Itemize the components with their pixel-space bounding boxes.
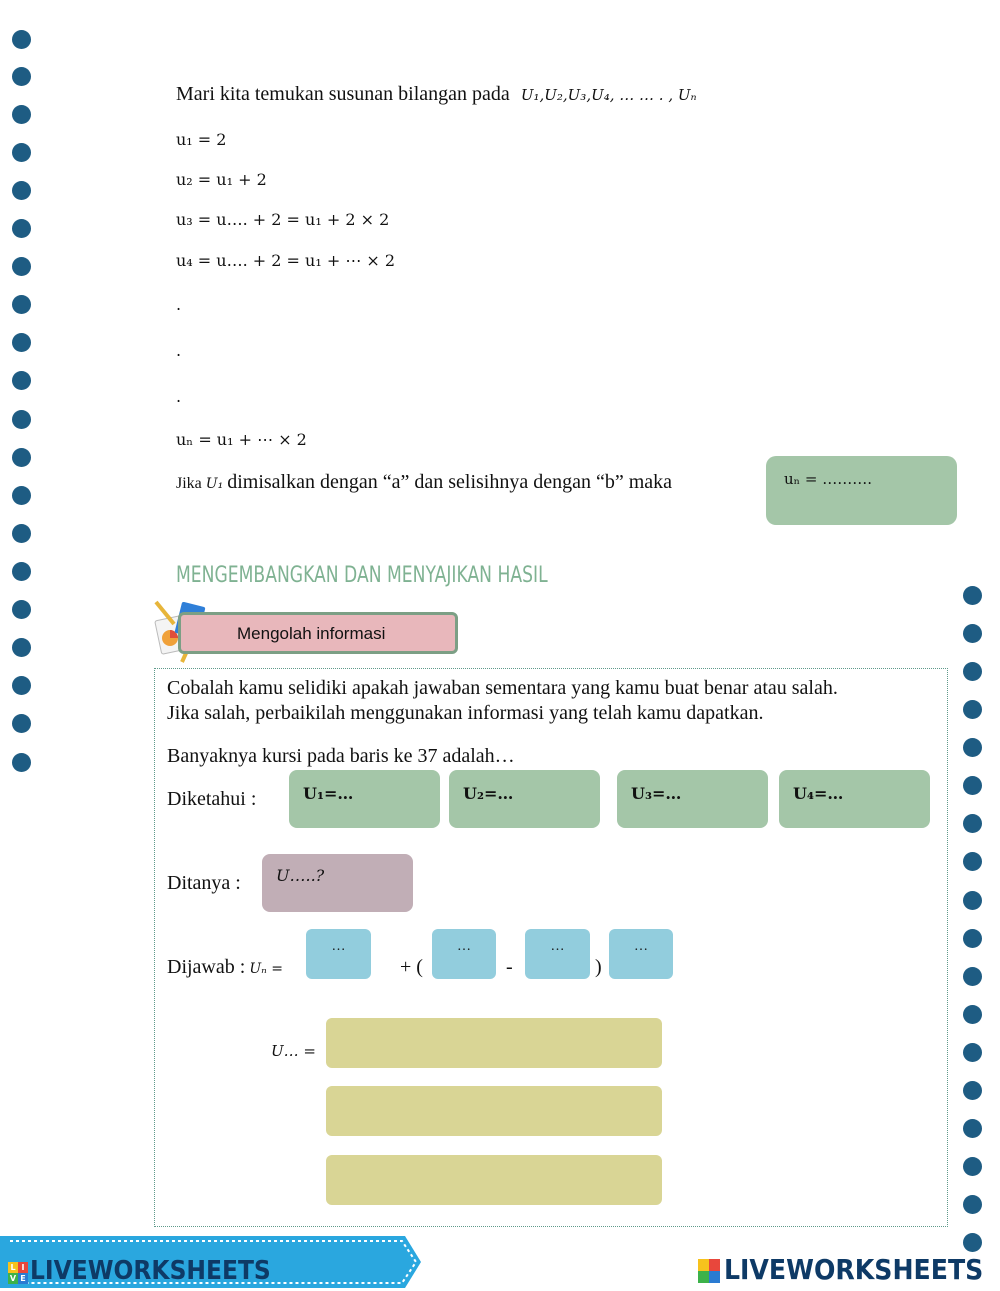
- given-u2-text: U₂=…: [463, 784, 514, 803]
- binding-dot: [12, 448, 31, 467]
- derivation-dot-3: .: [176, 387, 182, 406]
- intro-line: [176, 83, 697, 106]
- footer-logo-left[interactable]: LIVEWORKSHEETS: [30, 1256, 271, 1286]
- close-paren: ): [595, 956, 602, 978]
- binding-dot: [12, 714, 31, 733]
- result-box-1[interactable]: [326, 1018, 662, 1068]
- blank-box-1-text: …: [331, 939, 346, 954]
- binding-dot: [12, 143, 31, 162]
- binding-dot: [963, 929, 982, 948]
- badge-letter-i: I: [18, 1262, 28, 1273]
- conclusion-text: dimisalkan dengan “a” dan selisihnya dengan “b” maka: [227, 471, 673, 493]
- question-text: Banyaknya kursi pada baris ke 37 adalah…: [167, 745, 515, 767]
- binding-dot: [12, 333, 31, 352]
- binding-dot: [12, 67, 31, 86]
- derivation-dot-1: .: [176, 295, 182, 314]
- subheading-bar: [178, 612, 458, 654]
- intro-text: Mari kita temukan susunan bilangan pada: [176, 83, 510, 105]
- blank-box-3-text: …: [550, 939, 565, 954]
- binding-dot: [12, 219, 31, 238]
- binding-dot: [963, 967, 982, 986]
- binding-dot: [12, 753, 31, 772]
- minus-sign: -: [506, 956, 513, 978]
- given-u2-box[interactable]: [449, 770, 600, 828]
- binding-dot: [12, 600, 31, 619]
- blank-box-3[interactable]: [525, 929, 590, 979]
- dijawab-formula: Uₙ =: [249, 961, 283, 977]
- given-u3-box[interactable]: [617, 770, 768, 828]
- conclusion-line: [176, 471, 672, 494]
- binding-dot: [963, 1119, 982, 1138]
- binding-dot: [963, 586, 982, 605]
- given-u1-text: U₁=…: [303, 784, 354, 803]
- badge-letter-v: V: [9, 1274, 17, 1283]
- derivation-line-4: u₄ = u…. + 2 = u₁ + ⋯ × 2: [176, 251, 396, 270]
- subheading-text: Mengolah informasi: [237, 624, 386, 643]
- binding-dot: [963, 1195, 982, 1214]
- binding-dot: [12, 562, 31, 581]
- dijawab-line: [167, 956, 283, 979]
- given-u1-box[interactable]: [289, 770, 440, 828]
- diketahui-label: Diketahui :: [167, 788, 257, 810]
- derivation-line-2: u₂ = u₁ + 2: [176, 170, 267, 189]
- binding-dot: [963, 624, 982, 643]
- ditanya-text: U…..?: [276, 866, 325, 885]
- given-u4-box[interactable]: [779, 770, 930, 828]
- binding-dot: [963, 1157, 982, 1176]
- binding-dot: [963, 1233, 982, 1252]
- binding-dot: [12, 295, 31, 314]
- blank-box-2[interactable]: [432, 929, 496, 979]
- derivation-line-n: uₙ = u₁ + ⋯ × 2: [176, 430, 307, 449]
- blank-box-4-text: …: [634, 939, 648, 954]
- dijawab-label: Dijawab :: [167, 956, 246, 978]
- binding-dot: [963, 776, 982, 795]
- binding-dot: [12, 257, 31, 276]
- binding-dot: [12, 676, 31, 695]
- binding-dot: [963, 662, 982, 681]
- badge-letter-e: E: [18, 1273, 28, 1284]
- binding-dot: [963, 738, 982, 757]
- result-label: U… =: [271, 1042, 316, 1060]
- un-answer-box[interactable]: [766, 456, 957, 525]
- binding-dot: [963, 700, 982, 719]
- binding-dot: [12, 105, 31, 124]
- binding-dot: [963, 1043, 982, 1062]
- jika-label: Jika: [176, 475, 202, 492]
- instruction-line-1: Cobalah kamu selidiki apakah jawaban sementara yang kamu buat benar atau salah.: [167, 677, 838, 699]
- binding-dot: [963, 814, 982, 833]
- binding-dot: [963, 1005, 982, 1024]
- binding-dot: [963, 852, 982, 871]
- plus-paren: + (: [400, 956, 423, 978]
- live-badge-icon: [8, 1262, 28, 1284]
- binding-dot: [12, 371, 31, 390]
- binding-dot: [12, 30, 31, 49]
- result-box-2[interactable]: [326, 1086, 662, 1136]
- blank-box-4[interactable]: [609, 929, 673, 979]
- derivation-dot-2: .: [176, 341, 182, 360]
- live-badge-icon-right: [698, 1259, 720, 1283]
- blank-box-1[interactable]: [306, 929, 371, 979]
- ditanya-box[interactable]: [262, 854, 413, 912]
- derivation-line-3: u₃ = u…. + 2 = u₁ + 2 × 2: [176, 210, 390, 229]
- binding-dot: [963, 1081, 982, 1100]
- binding-dot: [12, 181, 31, 200]
- un-answer-text: uₙ = ……….: [784, 470, 873, 488]
- binding-dot: [12, 410, 31, 429]
- blank-box-2-text: …: [457, 939, 471, 954]
- badge-letter-l: L: [8, 1262, 18, 1273]
- u1-symbol: U₁: [205, 476, 224, 492]
- result-box-3[interactable]: [326, 1155, 662, 1205]
- binding-dot: [963, 891, 982, 910]
- footer-logo-right[interactable]: LIVEWORKSHEETS: [724, 1253, 984, 1286]
- derivation-line-1: u₁ = 2: [176, 130, 227, 149]
- intro-sequence: U₁,U₂,U₃,U₄, … … . , Uₙ: [520, 86, 697, 104]
- ditanya-label: Ditanya :: [167, 872, 241, 894]
- instruction-line-2: Jika salah, perbaikilah menggunakan informasi yang telah kamu dapatkan.: [167, 702, 764, 724]
- binding-dot: [12, 638, 31, 657]
- given-u4-text: U₄=…: [793, 784, 844, 803]
- binding-dot: [12, 524, 31, 543]
- binding-dot: [12, 486, 31, 505]
- given-u3-text: U₃=…: [631, 784, 682, 803]
- section-heading: MENGEMBANGKAN DAN MENYAJIKAN HASIL: [176, 563, 548, 588]
